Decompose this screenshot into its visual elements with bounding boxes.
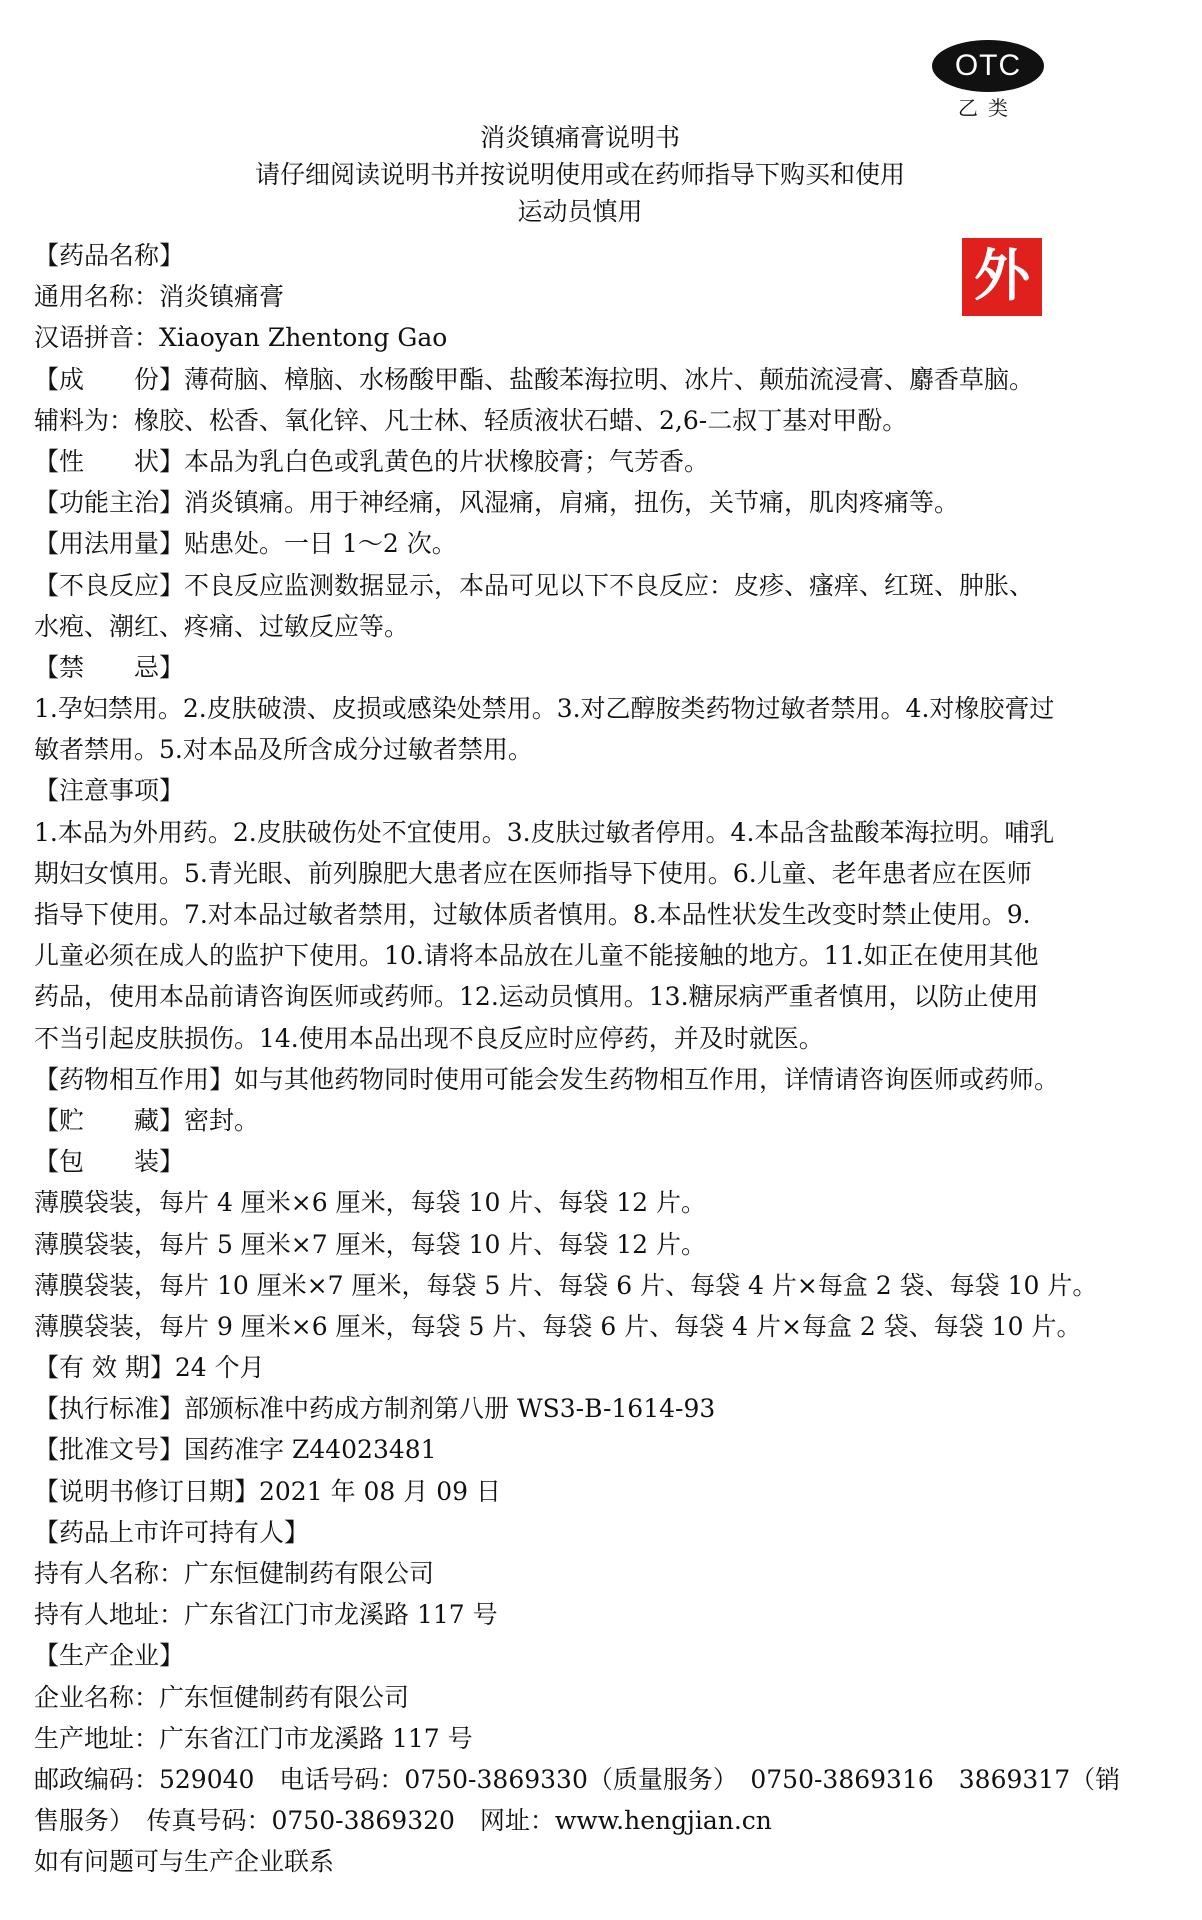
text-line: 【禁 忌】 [34, 652, 185, 682]
text-line: 【生产企业】 [34, 1641, 185, 1671]
text-line: 【说明书修订日期】2021 年 08 月 09 日 [34, 1476, 501, 1506]
text-line: 【药物相互作用】如与其他药物同时使用可能会发生药物相互作用，详情请咨询医师或药师。 [34, 1064, 1060, 1094]
text-line: 【执行标准】部颁标准中药成方制剂第八册 WS3-B-1614-93 [34, 1394, 716, 1424]
text-line: 企业名称：广东恒健制药有限公司 [34, 1682, 410, 1712]
external-use-label: 外 [974, 244, 1030, 309]
text-line: 【贮 藏】密封。 [34, 1105, 260, 1135]
text-line: 通用名称：消炎镇痛膏 [34, 282, 285, 312]
text-line: 如有问题可与生产企业联系 [34, 1847, 335, 1877]
text-line: 【批准文号】国药准字 Z44023481 [34, 1435, 437, 1465]
text-line: 【功能主治】消炎镇痛。用于神经痛，风湿痛，肩痛，扭伤，关节痛，肌肉疼痛等。 [34, 488, 960, 518]
text-line: 汉语拼音：Xiaoyan Zhentong Gao [34, 323, 448, 353]
document-title: 消炎镇痛膏说明书 [479, 123, 680, 152]
text-line: 【注意事项】 [34, 776, 185, 806]
text-line: 薄膜袋装，每片 5 厘米×7 厘米，每袋 10 片、每袋 12 片。 [34, 1229, 707, 1259]
otc-badge [932, 40, 1044, 92]
text-line: 【药品名称】 [34, 241, 185, 270]
document-subtitle: 请仔细阅读说明书并按说明使用或在药师指导下购买和使用 [254, 160, 905, 189]
text-line: 1.孕妇禁用。2.皮肤破溃、皮损或感染处禁用。3.对乙醇胺类药物过敏者禁用。4.对橡胶膏过 [34, 694, 1055, 724]
text-line: 售服务） 传真号码：0750-3869320 网址：www.hengjian.cn [34, 1806, 772, 1836]
text-line: 【有 效 期】24 个月 [34, 1353, 265, 1383]
text-line: 指导下使用。7.对本品过敏者禁用，过敏体质者慎用。8.本品性状发生改变时禁止使用。9. [34, 900, 1031, 929]
otc-label: OTC [954, 49, 1022, 82]
athlete-warning: 运动员慎用 [517, 197, 643, 226]
text-line: 【包 装】 [34, 1147, 185, 1177]
text-line: 1.本品为外用药。2.皮肤破伤处不宜使用。3.皮肤过敏者停用。4.本品含盐酸苯海拉明。哺乳 [34, 817, 1055, 847]
text-line: 辅料为：橡胶、松香、氧化锌、凡士林、轻质液状石蜡、2,6-二叔丁基对甲酚。 [34, 405, 908, 435]
text-line: 药品，使用本品前请咨询医师或药师。12.运动员慎用。13.糖尿病严重者慎用，以防止使用 [34, 982, 1039, 1012]
text-line: 【药品上市许可持有人】 [34, 1517, 310, 1547]
text-line: 水疱、潮红、疼痛、过敏反应等。 [34, 611, 410, 641]
text-line: 期妇女慎用。5.青光眼、前列腺肥大患者应在医师指导下使用。6.儿童、老年患者应在医师 [34, 858, 1032, 888]
text-line: 【性 状】本品为乳白色或乳黄色的片状橡胶膏；气芳香。 [34, 446, 710, 476]
leaflet-body [34, 235, 1134, 1883]
text-line: 【不良反应】不良反应监测数据显示，本品可见以下不良反应：皮疹、瘙痒、红斑、肿胀、 [34, 570, 1035, 600]
text-line: 薄膜袋装，每片 10 厘米×7 厘米，每袋 5 片、每袋 6 片、每袋 4 片×每盒 2 袋、每袋 10 片。 [34, 1270, 1098, 1300]
otc-class-label: 乙类 [958, 96, 1018, 120]
text-line: 不当引起皮肤损伤。14.使用本品出现不良反应时应停药，并及时就医。 [34, 1023, 824, 1053]
text-line: 持有人地址：广东省江门市龙溪路 117 号 [34, 1600, 498, 1630]
text-line: 【用法用量】贴患处。一日 1～2 次。 [34, 529, 457, 559]
text-line: 薄膜袋装，每片 4 厘米×6 厘米，每袋 10 片、每袋 12 片。 [34, 1188, 707, 1218]
text-line: 持有人名称：广东恒健制药有限公司 [34, 1559, 435, 1588]
text-line: 敏者禁用。5.对本品及所含成分过敏者禁用。 [34, 735, 533, 765]
text-line: 儿童必须在成人的监护下使用。10.请将本品放在儿童不能接触的地方。11.如正在使用其他 [34, 941, 1039, 971]
text-line: 薄膜袋装，每片 9 厘米×6 厘米，每袋 5 片、每袋 6 片、每袋 4 片×每盒 2 袋、每袋 10 片。 [34, 1311, 1082, 1341]
text-line: 生产地址：广东省江门市龙溪路 117 号 [34, 1723, 473, 1753]
text-line: 邮政编码：529040 电话号码：0750-3869330（质量服务） 0750-3869316 3869317（销 [34, 1764, 1121, 1794]
text-line: 【成 份】薄荷脑、樟脑、水杨酸甲酯、盐酸苯海拉明、冰片、颠茄流浸膏、麝香草脑。 [34, 364, 1035, 394]
